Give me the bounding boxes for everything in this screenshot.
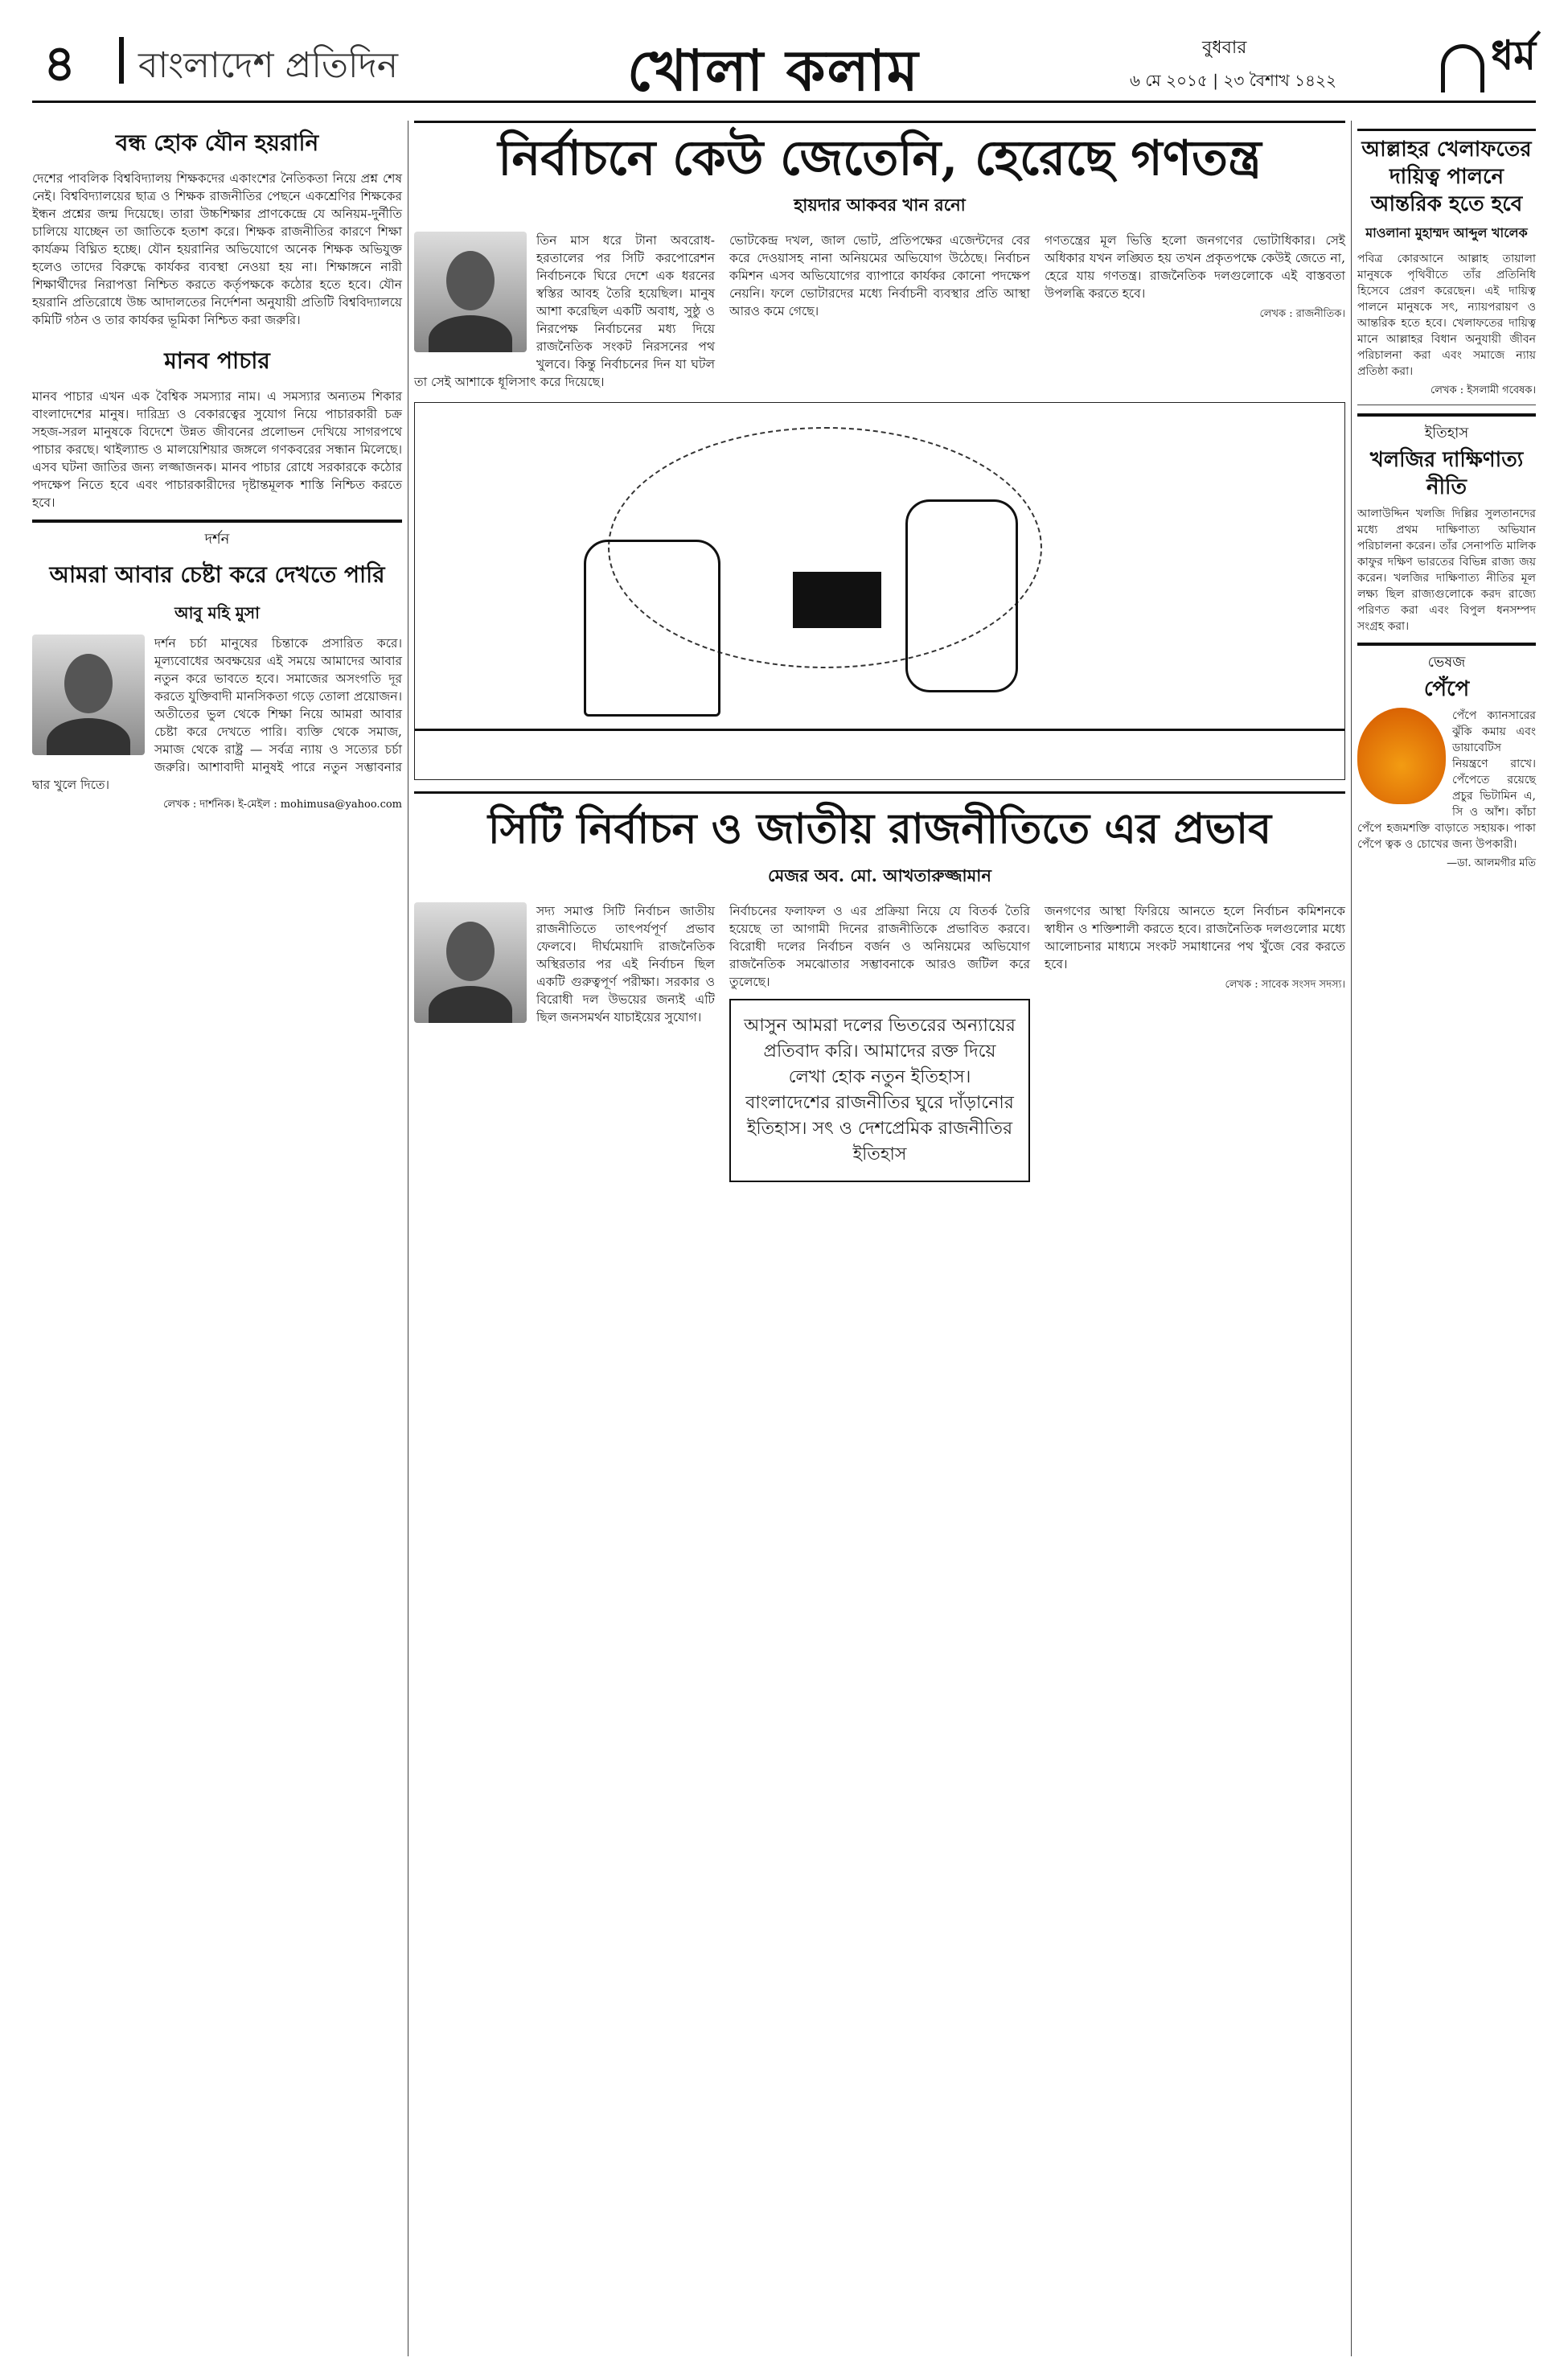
pull-quote: আসুন আমরা দলের ভিতরের অন্যায়ের প্রতিবাদ করি। আমাদের রক্ত দিয়ে লেখা হোক নতুন ইতিহাস। বাংলাদেশের রাজনীতির ঘুরে দাঁড়ানোর ইতিহাস। সৎ ও দেশপ্রেমিক রাজনীতির ইতিহাস [729, 999, 1030, 1182]
page-number: ৪ [43, 34, 76, 92]
second-headline: সিটি নির্বাচন ও জাতীয় রাজনীতিতে এর প্রভাব [414, 791, 1345, 860]
article-text: গণতন্ত্রের মূল ভিত্তি হলো জনগণের ভোটাধিকার। সেই অধিকার যখন লঙ্ঘিত হয় তখন প্রকৃতপক্ষে কেউই জেতে না, হেরে যায় গণতন্ত্র। রাজনৈতিক দলগুলোকে এই বাস্তবতা উপলব্ধি করতে হবে। [1045, 233, 1345, 301]
author-credit: লেখক : সাবেক সংসদ সদস্য। [1225, 979, 1345, 991]
date-label: ৬ মে ২০১৫ | ২৩ বৈশাখ ১৪২২ [1130, 71, 1337, 90]
author-name: আবু মহি মুসা [174, 603, 260, 622]
papaya-icon [1357, 708, 1446, 804]
article-body: দর্শন চর্চা মানুষের চিন্তাকে প্রসারিত করে। মূল্যবোধের অবক্ষয়ের এই সময়ে আমাদের আবার নতুন করে ভাবতে হবে। সমাজের অসংগতি দূর করতে যুক্তিবাদী মানসিকতা গড়ে তোলা প্রয়োজন। অতীতের ভুল থেকে শিক্ষা নিয়ে আমরা আবার চেষ্টা করে দেখতে পারি। ব্যক্তি থেকে সমাজ, সমাজ থেকে রাষ্ট্র — সর্বত্র ন্যায় ও সত্যের চর্চা জরুরি। আশাবাদী মানুষই পারে নতুন সম্ভাবনার দ্বার খুলে দিতে। [32, 636, 402, 792]
article-body: দেশের পাবলিক বিশ্ববিদ্যালয় শিক্ষকদের একাংশের নৈতিকতা নিয়ে প্রশ্ন শেষ নেই। বিশ্ববিদ্যালয়ের ছাত্র ও শিক্ষক রাজনীতির পেছনে একশ্রেণির শিক্ষকের ইন্ধন প্রশ্নের জন্ম দিয়েছে। তারা উচ্চশিক্ষার প্রাণকেন্দ্রে যে অনিয়ম-দুর্নীতি চালিয়ে যাচ্ছেন তা জাতিকে হতাশ করে। শিক্ষক রাজনীতির কারণে শিক্ষা কার্যক্রম বিঘ্নিত হচ্ছে। যৌন হয়রানির অভিযোগে অনেক শিক্ষক অভিযুক্ত হলেও তাদের বিরুদ্ধে কার্যকর ব্যবস্থা নেওয়া হয় না। শিক্ষাঙ্গনে নারী শিক্ষার্থীদের নিরাপত্তা নিশ্চিত করতে কর্তৃপক্ষকে কঠোর হতে হবে। যৌন হয়রানি প্রতিরোধে উচ্চ আদালতের নির্দেশনা অনুযায়ী প্রতিটি বিশ্ববিদ্যালয়ে কমিটি গঠন ও তার কার্যকর ভূমিকা নিশ্চিত করা জরুরি। [32, 171, 402, 327]
article-body: আলাউদ্দিন খলজি দিল্লির সুলতানদের মধ্যে প্রথম দাক্ষিণাত্য অভিযান পরিচালনা করেন। তাঁর সেনাপতি মালিক কাফুর দক্ষিণ ভারতের বিভিন্ন রাজ্য জয় করেন। খলজির দাক্ষিণাত্য নীতির মূল লক্ষ্য ছিল রাজ্যগুলোকে করদ রাজ্যে পরিণত করা এবং বিপুল ধনসম্পদ সংগ্রহ করা। [1357, 507, 1536, 633]
ground-line [415, 729, 1344, 731]
section-tag: ভেষজ [1357, 643, 1536, 676]
article-title: বন্ধ হোক যৌন হয়রানি [115, 129, 319, 156]
author-photo [414, 232, 527, 352]
right-column [1357, 121, 1536, 2364]
section-dharma [1441, 26, 1536, 92]
mosque-arch-icon [1441, 44, 1484, 92]
section-label: ধর্ম [1491, 31, 1536, 79]
column-rule [1351, 121, 1352, 2356]
article-body: পেঁপে ক্যানসারের ঝুঁকি কমায় এবং ডায়াবেটিস নিয়ন্ত্রণে রাখে। পেঁপেতে রয়েছে প্রচুর ভিটামিন এ, সি ও আঁশ। কাঁচা পেঁপে হজমশক্তি বাড়াতে সহায়ক। পাকা পেঁপে ত্বক ও চোখের জন্য উপকারী। [1357, 709, 1536, 851]
day-label: বুধবার [1202, 38, 1247, 58]
article-text: তিন মাস ধরে টানা অবরোধ-হরতালের পর সিটি করপোরেশন নির্বাচনকে ঘিরে দেশে এক ধরনের স্বস্তির আবহ তৈরি হয়েছিল। মানুষ আশা করেছিল একটি অবাধ, সুষ্ঠু ও নিরপেক্ষ নির্বাচনের মধ্য দিয়ে রাজনৈতিক সংকট নিরসনের পথ খুলবে। কিন্তু নির্বাচনের দিন যা ঘটল তা সেই আশাকে ধূলিসাৎ করে দিয়েছে। [414, 233, 715, 389]
lead-body [414, 232, 1345, 391]
author-credit: —ডা. আলমগীর মতি [1447, 857, 1536, 869]
article-title: আমরা আবার চেষ্টা করে দেখতে পারি [49, 561, 385, 588]
author-credit: লেখক : রাজনীতিক। [1259, 308, 1345, 320]
lead-byline: হায়দার আকবর খান রনো [794, 195, 966, 215]
author-photo [414, 902, 527, 1023]
ballot-box-icon [793, 572, 881, 628]
article-title: মানব পাচার [164, 347, 270, 374]
author-name: মাওলানা মুহাম্মদ আব্দুল খালেক [1365, 225, 1528, 240]
main-column [414, 121, 1345, 2364]
article-title: খলজির দাক্ষিণাত্য নীতি [1369, 448, 1524, 499]
article-title: আল্লাহর খেলাফতের দায়িত্ব পালনে আন্তরিক হতে হবে [1361, 138, 1532, 216]
article-text: সদ্য সমাপ্ত সিটি নির্বাচন জাতীয় রাজনীতিতে তাৎপর্যপূর্ণ প্রভাব ফেলবে। দীর্ঘমেয়াদি রাজনৈতিক অস্থিরতার পর এই নির্বাচন ছিল একটি গুরুত্বপূর্ণ পরীক্ষা। সরকার ও বিরোধী দল উভয়ের জন্যই এটি ছিল জনসমর্থন যাচাইয়ের সুযোগ। [536, 904, 715, 1025]
article-text: নির্বাচনের ফলাফল ও এর প্রক্রিয়া নিয়ে যে বিতর্ক তৈরি হয়েছে তা আগামী দিনের রাজনীতিকে প্রভাবিত করবে। বিরোধী দলের নির্বাচন বর্জন ও অনিয়মের অভিযোগ রাজনৈতিক সমঝোতার সম্ভাবনাকে আরও জটিল করে তুলেছে। [729, 904, 1030, 989]
seated-figure-icon [584, 540, 720, 717]
author-photo [32, 635, 145, 755]
page-title: খোলা কলাম [627, 37, 920, 104]
article-body: পবিত্র কোরআনে আল্লাহ তায়ালা মানুষকে পৃথিবীতে তাঁর প্রতিনিধি হিসেবে প্রেরণ করেছেন। এই দায়িত্ব পালনে মানুষকে সৎ, ন্যায়পরায়ণ ও আন্তরিক হতে হবে। খেলাফতের দায়িত্ব মানে আল্লাহর বিধান অনুযায়ী জীবন পরিচালনা করা এবং সমাজে ন্যায় প্রতিষ্ঠা করা। [1357, 253, 1536, 378]
article-title: পেঁপে [1423, 677, 1470, 701]
author-credit: লেখক : দার্শনিক। ই-মেইল : mohimusa@yahoo.com [163, 799, 402, 811]
lead-headline: নির্বাচনে কেউ জেতেনি, হেরেছে গণতন্ত্র [414, 121, 1345, 189]
divider [119, 37, 124, 84]
cartoon-illustration [414, 402, 1345, 780]
article-body: মানব পাচার এখন এক বৈশ্বিক সমস্যার নাম। এ সমস্যার অন্যতম শিকার বাংলাদেশের মানুষ। দারিদ্র্য ও বেকারত্বের সুযোগ নিয়ে পাচারকারী চক্র সহজ-সরল মানুষকে বিদেশে উন্নত জীবনের প্রলোভন দেখিয়ে সাগরপথে পাচার করছে। থাইল্যান্ড ও মালয়েশিয়ার জঙ্গলে গণকবরের সন্ধান মিলেছে। এসব ঘটনা জাতির জন্য লজ্জাজনক। মানব পাচার রোধে সরকারকে কঠোর পদক্ষেপ নিতে হবে এবং পাচারকারীদের দৃষ্টান্তমূলক শাস্তি নিশ্চিত করতে হবে। [32, 389, 402, 510]
author-credit: লেখক : ইসলামী গবেষক। [1430, 384, 1536, 396]
left-column [32, 121, 402, 2364]
standing-figure-icon [905, 499, 1018, 692]
section-tag: দর্শন [32, 520, 402, 552]
second-body [414, 902, 1345, 1190]
masthead [32, 23, 1536, 103]
section-tag: ইতিহাস [1357, 413, 1536, 446]
paper-name: বাংলাদেশ প্রতিদিন [138, 45, 398, 86]
second-byline: মেজর অব. মো. আখতারুজ্জামান [768, 865, 991, 885]
article-text: ভোটকেন্দ্র দখল, জাল ভোট, প্রতিপক্ষের এজেন্টদের বের করে দেওয়াসহ নানা অনিয়মের অভিযোগ উঠেছে। নির্বাচন কমিশন এসব অভিযোগের ব্যাপারে কার্যকর কোনো পদক্ষেপ নেয়নি। ফলে ভোটারদের মধ্যে নির্বাচনী ব্যবস্থার প্রতি আস্থা আরও কমে গেছে। [729, 233, 1030, 318]
article-text: জনগণের আস্থা ফিরিয়ে আনতে হলে নির্বাচন কমিশনকে স্বাধীন ও শক্তিশালী করতে হবে। রাজনৈতিক দলগুলোর মধ্যে আলোচনার মাধ্যমে সংকট সমাধানের পথ খুঁজে বের করতে হবে। [1045, 904, 1345, 971]
